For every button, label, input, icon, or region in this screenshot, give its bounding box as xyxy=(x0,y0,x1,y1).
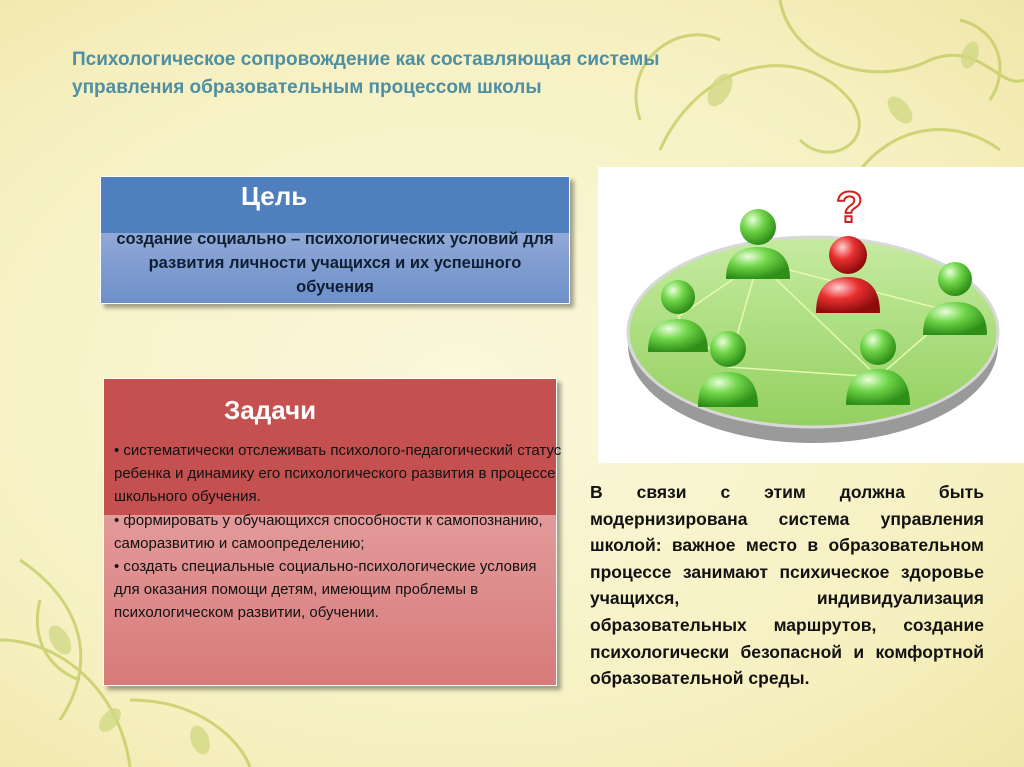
tasks-list xyxy=(114,439,562,625)
task-item-1: • систематически отслеживать психолого-педагогический статус ребенка и динамику его психологического развития в процессе школьного обучения. xyxy=(114,442,562,506)
goal-text: создание социально – психологических условий для развития личности учащихся и их успешного обучения xyxy=(116,230,554,296)
goal-heading: Цель xyxy=(241,181,308,211)
task-item-3: • создать специальные социально-психологические условия для оказания помощи детям, имеющим проблемы в психологическом развитии, обучении. xyxy=(114,558,537,622)
tasks-box xyxy=(103,378,562,686)
question-mark-icon: ? xyxy=(836,183,863,232)
slide-title-line-2: управления образовательным процессом школы xyxy=(72,77,542,98)
task-item-2: • формировать у обучающихся способности к самопознанию, саморазвитию и самоопределению; xyxy=(114,511,543,552)
side-paragraph: В связи с этим должна быть модернизирована система управления школой: важное место в образовательном процессе занимают психическое здоровье учащихся, индивидуализация образовательных маршрутов, создание психологически безопасной и комфортной образовательной среды. xyxy=(590,482,984,689)
goal-box xyxy=(100,176,570,304)
slide-title xyxy=(72,46,792,102)
tasks-heading: Задачи xyxy=(224,395,317,425)
slide-title-line-1: Психологическое сопровождение как составляющая системы xyxy=(72,49,660,70)
group-illustration-svg xyxy=(598,167,1024,463)
group-illustration xyxy=(598,167,1024,463)
